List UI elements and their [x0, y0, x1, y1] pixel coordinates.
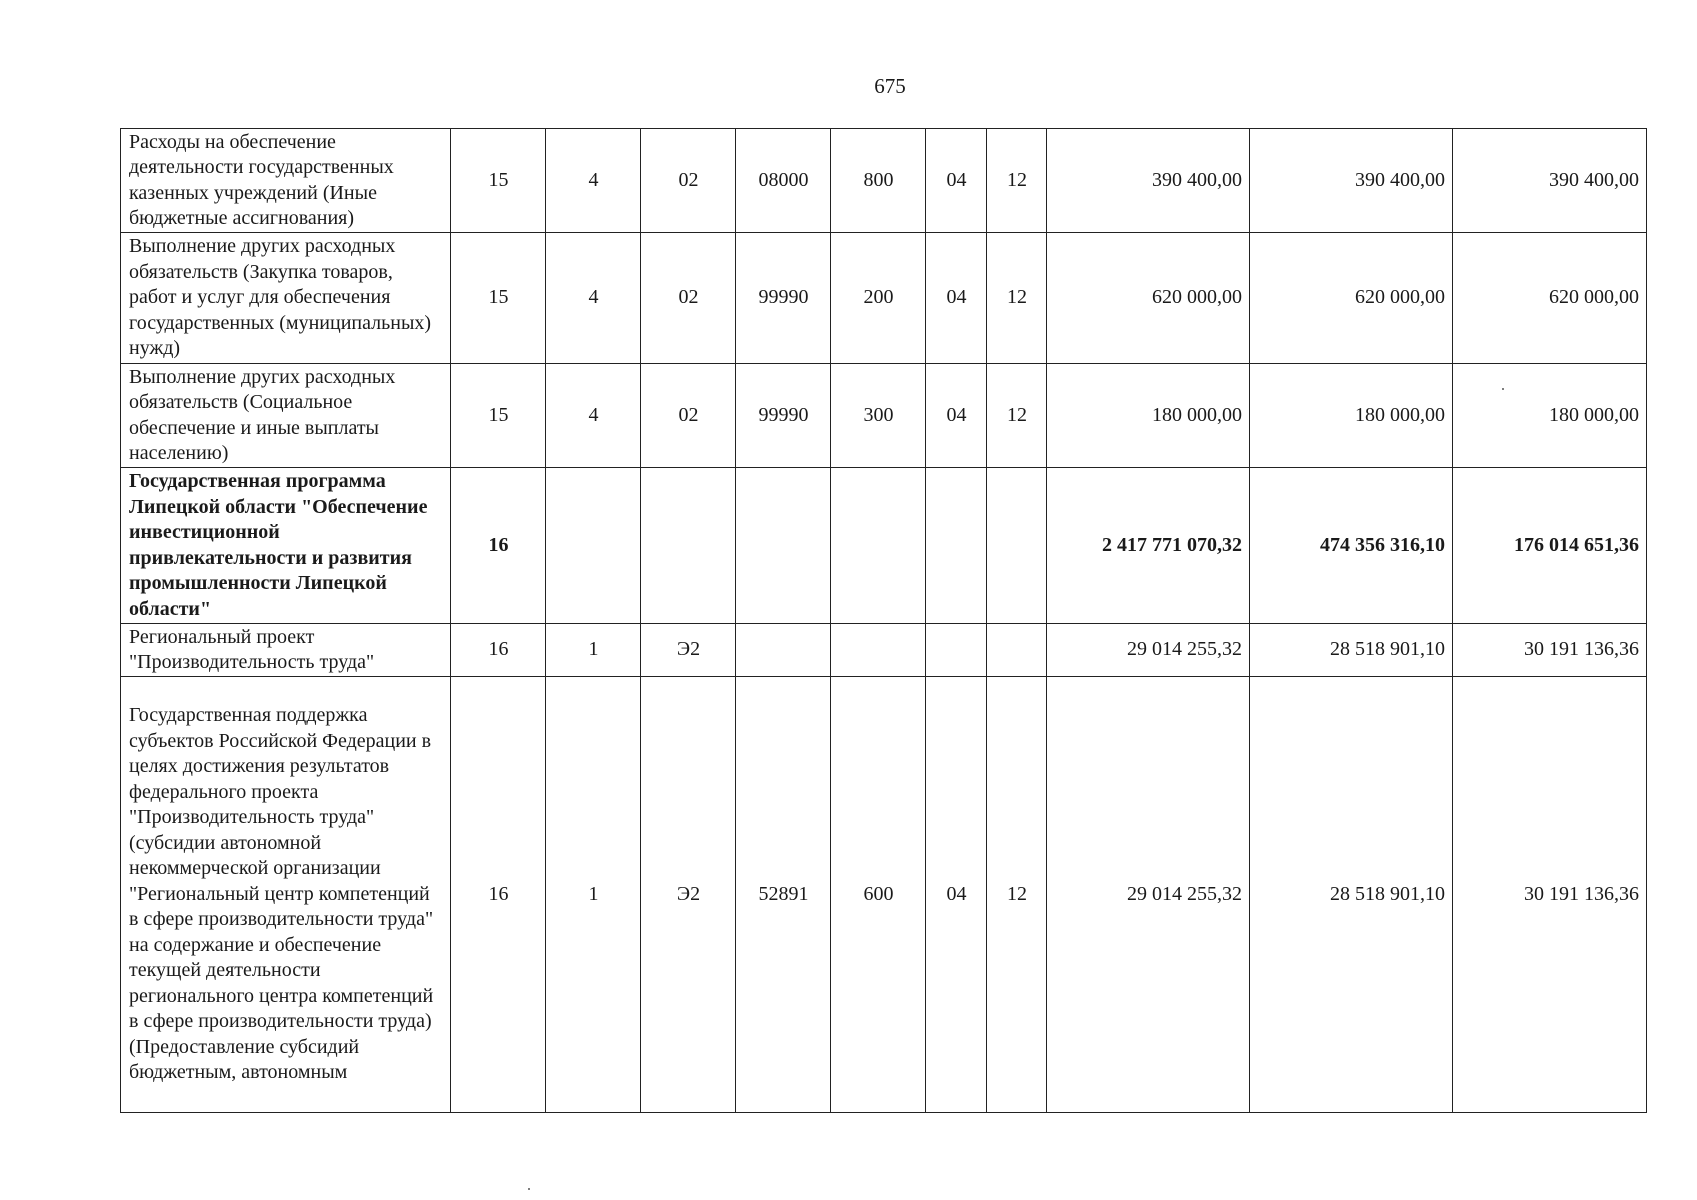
code-cell — [641, 468, 736, 624]
row-description: Государственная программа Липецкой области "Обеспечение инвестиционной привлекательности и развития промышленности Липецкой области" — [121, 468, 451, 624]
code-cell: 1 — [546, 624, 641, 677]
amount-cell: 180 000,00 — [1047, 364, 1250, 468]
table-row — [121, 468, 1647, 624]
amount-cell: 474 356 316,10 — [1250, 468, 1453, 624]
code-cell — [987, 468, 1047, 624]
table-row — [121, 233, 1647, 364]
code-cell: 04 — [926, 677, 987, 1113]
amount-cell: 620 000,00 — [1453, 233, 1647, 364]
code-cell: 99990 — [736, 233, 831, 364]
table-row — [121, 364, 1647, 468]
amount-cell: 2 417 771 070,32 — [1047, 468, 1250, 624]
amount-cell: 30 191 136,36 — [1453, 624, 1647, 677]
row-description: Расходы на обеспечение деятельности государственных казенных учреждений (Иные бюджетные ассигнования) — [121, 129, 451, 233]
code-cell — [831, 468, 926, 624]
amount-cell: 28 518 901,10 — [1250, 624, 1453, 677]
code-cell: 4 — [546, 129, 641, 233]
code-cell: 52891 — [736, 677, 831, 1113]
page-number: 675 — [874, 74, 906, 98]
code-cell: 02 — [641, 233, 736, 364]
code-cell: 16 — [451, 468, 546, 624]
amount-cell: 29 014 255,32 — [1047, 677, 1250, 1113]
scan-speck — [528, 1188, 530, 1190]
scan-speck — [1502, 388, 1504, 390]
table-row — [121, 677, 1647, 1113]
code-cell — [987, 624, 1047, 677]
code-cell: 800 — [831, 129, 926, 233]
amount-cell: 180 000,00 — [1250, 364, 1453, 468]
code-cell: 4 — [546, 233, 641, 364]
code-cell: 04 — [926, 364, 987, 468]
code-cell: 4 — [546, 364, 641, 468]
table-row — [121, 129, 1647, 233]
code-cell: 300 — [831, 364, 926, 468]
amount-cell: 390 400,00 — [1047, 129, 1250, 233]
code-cell — [736, 468, 831, 624]
amount-cell: 390 400,00 — [1250, 129, 1453, 233]
code-cell: 200 — [831, 233, 926, 364]
code-cell: 12 — [987, 677, 1047, 1113]
code-cell: 1 — [546, 677, 641, 1113]
amount-cell: 30 191 136,36 — [1453, 677, 1647, 1113]
table-row — [121, 624, 1647, 677]
code-cell: 600 — [831, 677, 926, 1113]
code-cell: 12 — [987, 129, 1047, 233]
code-cell: 02 — [641, 364, 736, 468]
code-cell — [546, 468, 641, 624]
amount-cell: 176 014 651,36 — [1453, 468, 1647, 624]
code-cell — [831, 624, 926, 677]
code-cell: 15 — [451, 364, 546, 468]
code-cell: 12 — [987, 233, 1047, 364]
row-description: Выполнение других расходных обязательств (Социальное обеспечение и иные выплаты населению) — [121, 364, 451, 468]
code-cell: Э2 — [641, 624, 736, 677]
amount-cell: 29 014 255,32 — [1047, 624, 1250, 677]
code-cell: 02 — [641, 129, 736, 233]
amount-cell: 28 518 901,10 — [1250, 677, 1453, 1113]
amount-cell: 390 400,00 — [1453, 129, 1647, 233]
code-cell: 04 — [926, 129, 987, 233]
amount-cell: 620 000,00 — [1047, 233, 1250, 364]
code-cell: 15 — [451, 129, 546, 233]
code-cell: 12 — [987, 364, 1047, 468]
amount-cell: 620 000,00 — [1250, 233, 1453, 364]
code-cell — [736, 624, 831, 677]
row-description: Выполнение других расходных обязательств (Закупка товаров, работ и услуг для обеспечения государственных (муниципальных) нужд) — [121, 233, 451, 364]
amount-cell: 180 000,00 — [1453, 364, 1647, 468]
code-cell: 08000 — [736, 129, 831, 233]
row-description: Региональный проект "Производительность труда" — [121, 624, 451, 677]
code-cell: 16 — [451, 624, 546, 677]
code-cell: 99990 — [736, 364, 831, 468]
code-cell: 16 — [451, 677, 546, 1113]
code-cell — [926, 624, 987, 677]
code-cell: Э2 — [641, 677, 736, 1113]
budget-table — [120, 128, 1647, 1113]
code-cell: 04 — [926, 233, 987, 364]
code-cell — [926, 468, 987, 624]
row-description: Государственная поддержка субъектов Российской Федерации в целях достижения результатов федерального проекта "Производительность труда" (субсидии автономной некоммерческой организации "Региональный центр компетенций в сфере производительности труда" на содержание и обеспечение текущей деятельности регионального центра компетенций в сфере производительности труда) (Предоставление субсидий бюджетным, автономным — [121, 677, 451, 1113]
code-cell: 15 — [451, 233, 546, 364]
